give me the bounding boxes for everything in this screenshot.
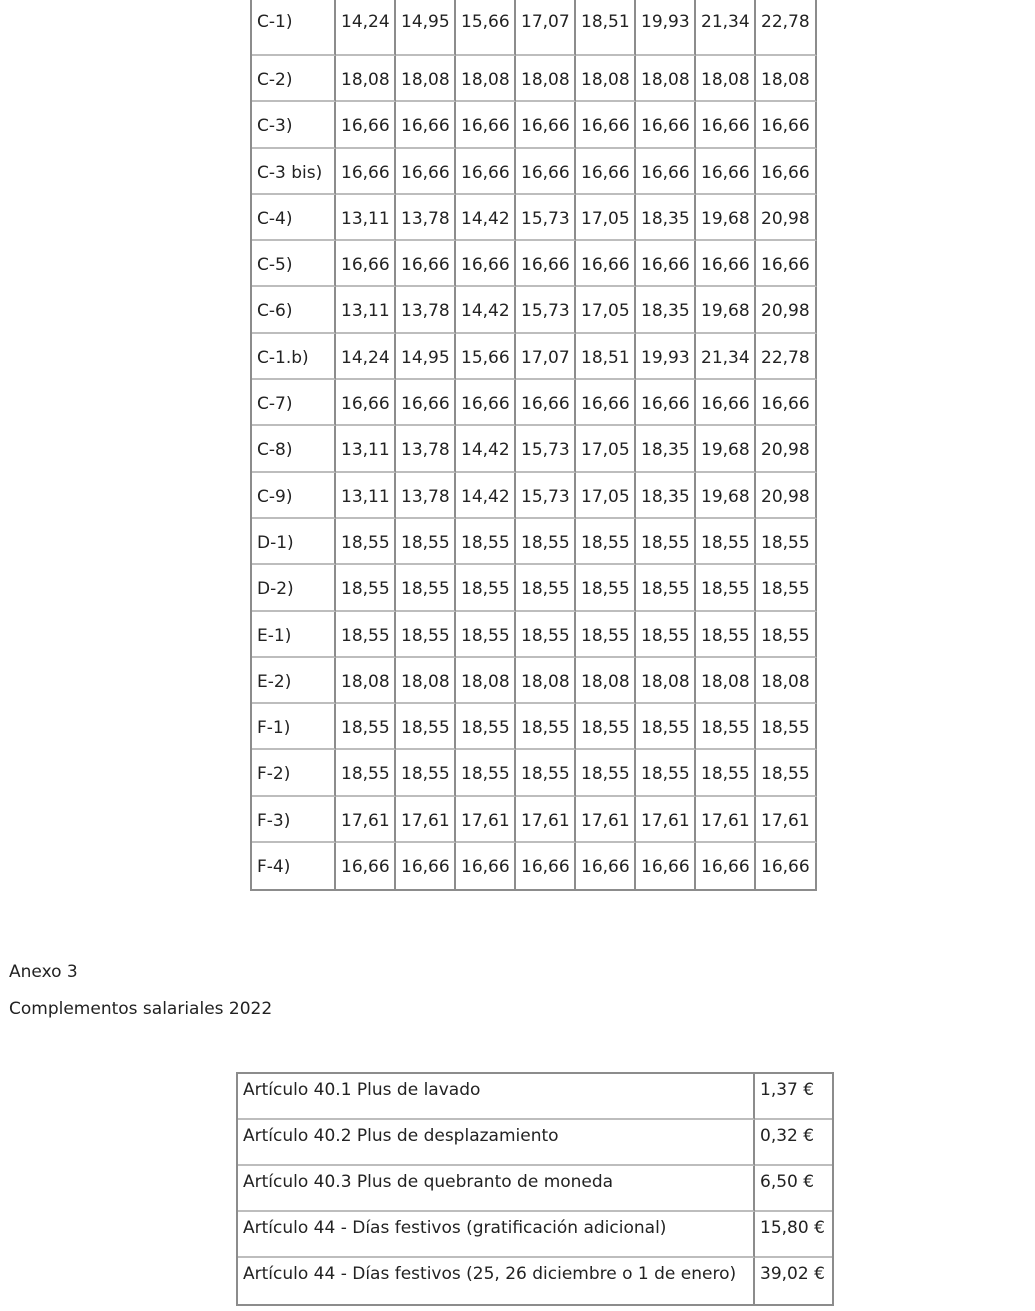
rate-cell: 15,73 [516,287,576,333]
rate-cell: 18,08 [636,658,696,704]
rate-cell: 19,93 [636,0,696,56]
rate-cell: 22,78 [756,334,817,380]
rate-cell: 16,66 [696,380,756,426]
rate-cell: 16,66 [636,843,696,889]
rate-cell: 20,98 [756,195,817,241]
table-row [238,1120,832,1166]
rate-cell: 17,05 [576,195,636,241]
category-cell: F-4) [252,843,336,889]
category-rates-table [250,0,817,891]
rate-cell: 21,34 [696,0,756,56]
rate-cell: 16,66 [456,843,516,889]
rate-cell: 17,61 [576,797,636,843]
rate-cell: 17,61 [516,797,576,843]
rate-cell: 18,08 [456,658,516,704]
category-cell: E-2) [252,658,336,704]
table-row [252,704,817,750]
table-row [252,334,817,380]
complement-amount-cell: 6,50 € [755,1166,832,1212]
rate-cell: 18,55 [756,612,817,658]
rate-cell: 18,08 [696,56,756,102]
rate-cell: 16,66 [636,380,696,426]
rate-cell: 16,66 [516,380,576,426]
complement-concept-cell: Artículo 40.3 Plus de quebranto de moneda [238,1166,755,1212]
rate-cell: 14,42 [456,426,516,472]
rate-cell: 17,61 [336,797,396,843]
rate-cell: 19,68 [696,473,756,519]
rate-cell: 17,61 [396,797,456,843]
table-row [238,1166,832,1212]
rate-cell: 14,95 [396,0,456,56]
rate-cell: 16,66 [396,102,456,148]
rate-cell: 16,66 [456,149,516,195]
rate-cell: 18,55 [396,519,456,565]
rate-cell: 15,66 [456,334,516,380]
complement-amount-cell: 0,32 € [755,1120,832,1166]
table-row [252,56,817,102]
salary-complements-body [238,1074,832,1304]
rate-cell: 18,08 [636,56,696,102]
rate-cell: 17,05 [576,473,636,519]
rate-cell: 13,78 [396,287,456,333]
rate-cell: 16,66 [636,102,696,148]
rate-cell: 16,66 [576,380,636,426]
table-row [238,1258,832,1304]
rate-cell: 20,98 [756,426,817,472]
rate-cell: 18,08 [516,56,576,102]
category-cell: C-2) [252,56,336,102]
rate-cell: 18,08 [576,56,636,102]
rate-cell: 18,55 [576,704,636,750]
rate-cell: 18,51 [576,334,636,380]
rate-cell: 18,55 [336,750,396,796]
category-cell: C-5) [252,241,336,287]
rate-cell: 18,55 [636,565,696,611]
table-row [252,287,817,333]
rate-cell: 18,55 [336,519,396,565]
rate-cell: 18,55 [636,704,696,750]
rate-cell: 17,07 [516,0,576,56]
rate-cell: 17,05 [576,426,636,472]
table-row [252,380,817,426]
rate-cell: 15,73 [516,426,576,472]
rate-cell: 16,66 [396,241,456,287]
complement-amount-cell: 15,80 € [755,1212,832,1258]
rate-cell: 16,66 [516,149,576,195]
rate-cell: 18,55 [456,704,516,750]
category-cell: F-3) [252,797,336,843]
rate-cell: 14,24 [336,334,396,380]
complement-concept-cell: Artículo 44 - Días festivos (25, 26 diciembre o 1 de enero) [238,1258,755,1304]
rate-cell: 16,66 [636,149,696,195]
rate-cell: 18,55 [456,612,516,658]
rate-cell: 18,35 [636,195,696,241]
rate-cell: 16,66 [336,149,396,195]
rate-cell: 18,08 [456,56,516,102]
table-row [252,565,817,611]
category-cell: C-9) [252,473,336,519]
rate-cell: 18,35 [636,287,696,333]
complement-concept-cell: Artículo 44 - Días festivos (gratificación adicional) [238,1212,755,1258]
rate-cell: 18,55 [576,519,636,565]
rate-cell: 22,78 [756,0,817,56]
rate-cell: 16,66 [396,843,456,889]
rate-cell: 18,08 [336,56,396,102]
rate-cell: 18,55 [516,565,576,611]
rate-cell: 15,73 [516,195,576,241]
rate-cell: 19,93 [636,334,696,380]
category-cell: C-8) [252,426,336,472]
rate-cell: 18,55 [516,612,576,658]
rate-cell: 13,78 [396,473,456,519]
rate-cell: 18,08 [756,658,817,704]
rate-cell: 18,08 [396,56,456,102]
rate-cell: 19,68 [696,287,756,333]
table-row [252,426,817,472]
rate-cell: 16,66 [396,149,456,195]
rate-cell: 16,66 [636,241,696,287]
rate-cell: 18,55 [516,704,576,750]
rate-cell: 18,08 [396,658,456,704]
rate-cell: 16,66 [336,843,396,889]
rate-cell: 18,55 [576,750,636,796]
table-row [252,473,817,519]
rate-cell: 18,55 [756,704,817,750]
rate-cell: 16,66 [756,149,817,195]
rate-cell: 18,55 [396,565,456,611]
rate-cell: 18,55 [696,565,756,611]
rate-cell: 18,55 [336,704,396,750]
complement-concept-cell: Artículo 40.2 Plus de desplazamiento [238,1120,755,1166]
salary-complements-table [236,1072,834,1306]
rate-cell: 16,66 [516,843,576,889]
rate-cell: 18,55 [696,519,756,565]
category-cell: C-4) [252,195,336,241]
table-row [252,149,817,195]
rate-cell: 13,78 [396,426,456,472]
table-row [252,102,817,148]
table-row [238,1212,832,1258]
rate-cell: 16,66 [696,102,756,148]
rate-cell: 17,05 [576,287,636,333]
rate-cell: 18,55 [756,750,817,796]
table-row [252,519,817,565]
rate-cell: 20,98 [756,287,817,333]
category-cell: C-6) [252,287,336,333]
rate-cell: 18,55 [636,519,696,565]
rate-cell: 18,55 [336,565,396,611]
category-cell: E-1) [252,612,336,658]
table-row [252,797,817,843]
rate-cell: 18,55 [516,519,576,565]
rate-cell: 16,66 [576,241,636,287]
category-cell: C-3 bis) [252,149,336,195]
rate-cell: 18,08 [756,56,817,102]
rate-cell: 16,66 [336,102,396,148]
rate-cell: 17,61 [636,797,696,843]
rate-cell: 18,55 [756,519,817,565]
rate-cell: 16,66 [756,380,817,426]
rate-cell: 16,66 [696,843,756,889]
category-cell: F-2) [252,750,336,796]
annex-subtitle: Complementos salariales 2022 [9,999,273,1019]
category-cell: C-7) [252,380,336,426]
rate-cell: 14,42 [456,287,516,333]
table-row [252,241,817,287]
rate-cell: 16,66 [696,149,756,195]
rate-cell: 16,66 [516,241,576,287]
rate-cell: 18,55 [456,750,516,796]
rate-cell: 18,55 [696,704,756,750]
category-cell: C-1.b) [252,334,336,380]
rate-cell: 18,55 [576,565,636,611]
rate-cell: 13,11 [336,473,396,519]
table-row [252,658,817,704]
category-cell: C-3) [252,102,336,148]
rate-cell: 16,66 [456,241,516,287]
rate-cell: 16,66 [336,241,396,287]
rate-cell: 18,55 [396,612,456,658]
table-row [252,843,817,889]
complement-amount-cell: 1,37 € [755,1074,832,1120]
rate-cell: 18,55 [756,565,817,611]
rate-cell: 17,07 [516,334,576,380]
rate-cell: 18,08 [576,658,636,704]
rate-cell: 19,68 [696,426,756,472]
category-cell: F-1) [252,704,336,750]
table-row [252,0,817,56]
rate-cell: 16,66 [396,380,456,426]
rate-cell: 18,55 [336,612,396,658]
rate-cell: 18,55 [636,750,696,796]
table-row [238,1074,832,1120]
rate-cell: 16,66 [576,843,636,889]
rate-cell: 18,55 [516,750,576,796]
rate-cell: 19,68 [696,195,756,241]
rate-cell: 18,55 [636,612,696,658]
category-cell: C-1) [252,0,336,56]
table-row [252,195,817,241]
rate-cell: 13,11 [336,426,396,472]
rate-cell: 17,61 [696,797,756,843]
rate-cell: 17,61 [456,797,516,843]
rate-cell: 17,61 [756,797,817,843]
rate-cell: 14,42 [456,473,516,519]
rate-cell: 15,66 [456,0,516,56]
rate-cell: 14,24 [336,0,396,56]
rate-cell: 16,66 [456,380,516,426]
rate-cell: 16,66 [456,102,516,148]
rate-cell: 16,66 [756,241,817,287]
rate-cell: 18,55 [696,750,756,796]
rate-cell: 18,55 [696,612,756,658]
rate-cell: 16,66 [756,843,817,889]
rate-cell: 18,55 [456,519,516,565]
category-rates-body [252,0,817,889]
rate-cell: 18,08 [516,658,576,704]
rate-cell: 18,55 [396,750,456,796]
annex-title: Anexo 3 [9,962,78,982]
complement-concept-cell: Artículo 40.1 Plus de lavado [238,1074,755,1120]
rate-cell: 14,42 [456,195,516,241]
rate-cell: 13,11 [336,287,396,333]
rate-cell: 18,51 [576,0,636,56]
rate-cell: 20,98 [756,473,817,519]
rate-cell: 21,34 [696,334,756,380]
category-cell: D-2) [252,565,336,611]
rate-cell: 13,78 [396,195,456,241]
rate-cell: 18,55 [396,704,456,750]
rate-cell: 18,08 [336,658,396,704]
rate-cell: 18,55 [576,612,636,658]
table-row [252,612,817,658]
rate-cell: 18,55 [456,565,516,611]
rate-cell: 13,11 [336,195,396,241]
rate-cell: 16,66 [756,102,817,148]
rate-cell: 15,73 [516,473,576,519]
table-row [252,750,817,796]
rate-cell: 18,35 [636,426,696,472]
rate-cell: 16,66 [576,149,636,195]
rate-cell: 18,08 [696,658,756,704]
rate-cell: 14,95 [396,334,456,380]
complement-amount-cell: 39,02 € [760,1264,825,1284]
rate-cell: 16,66 [336,380,396,426]
rate-cell: 16,66 [516,102,576,148]
rate-cell: 16,66 [576,102,636,148]
category-cell: D-1) [252,519,336,565]
rate-cell: 18,35 [636,473,696,519]
rate-cell: 16,66 [696,241,756,287]
